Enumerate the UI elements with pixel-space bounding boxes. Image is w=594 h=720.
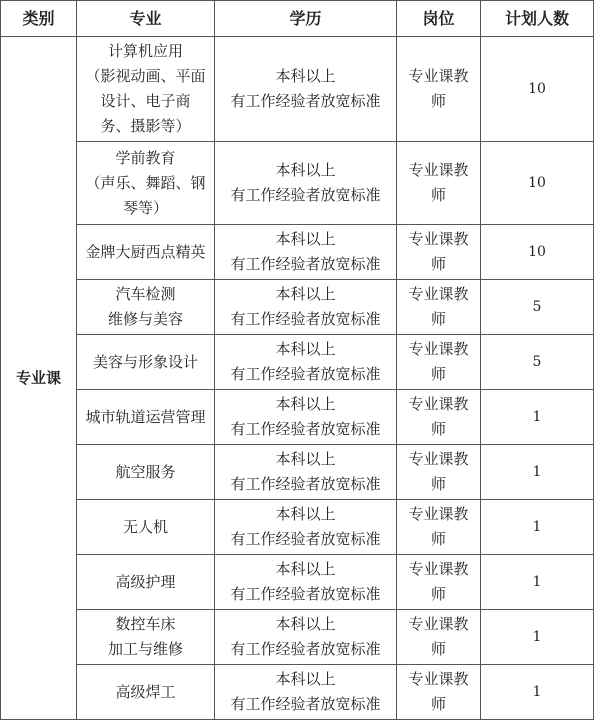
major-cell	[77, 390, 215, 445]
position-cell-line: 专业课教	[408, 285, 469, 303]
major-cell-line: 计算机应用	[107, 42, 183, 60]
plan-count-cell: 1	[481, 665, 594, 720]
education-cell	[215, 142, 397, 225]
education-cell-line: 有工作经验者放宽标准	[230, 365, 381, 383]
major-cell-line: 无人机	[122, 517, 168, 536]
education-cell-line: 本科以上	[275, 67, 336, 85]
header-education: 学历	[215, 1, 397, 37]
position-cell	[397, 335, 481, 390]
table-row	[1, 225, 594, 280]
major-cell	[77, 280, 215, 335]
position-cell-line: 师	[430, 530, 446, 548]
position-cell-line: 师	[430, 585, 446, 603]
position-cell-line: 师	[430, 310, 446, 328]
education-cell	[215, 225, 397, 280]
plan-count-cell: 10	[481, 37, 594, 142]
position-cell-line: 专业课教	[408, 395, 469, 413]
table-row	[1, 500, 594, 555]
category-cell: 专业课	[1, 37, 77, 720]
education-cell	[215, 445, 397, 500]
position-cell-line: 专业课教	[408, 505, 469, 523]
education-cell-line: 有工作经验者放宽标准	[230, 530, 381, 548]
table-row	[1, 37, 594, 142]
plan-count-cell: 10	[481, 142, 594, 225]
position-cell-line: 专业课教	[408, 161, 469, 179]
position-cell	[397, 555, 481, 610]
position-cell-line: 专业课教	[408, 450, 469, 468]
major-cell-line: （影视动画、平面	[85, 67, 206, 85]
major-cell-line: （声乐、舞蹈、钢	[85, 173, 206, 192]
table-row	[1, 555, 594, 610]
position-cell-line: 专业课教	[408, 615, 469, 633]
plan-count-cell: 5	[481, 280, 594, 335]
major-cell-line: 高级焊工	[115, 682, 176, 701]
major-cell	[77, 37, 215, 142]
education-cell-line: 本科以上	[275, 670, 336, 688]
major-cell	[77, 555, 215, 610]
major-cell-line: 维修与美容	[107, 310, 183, 328]
header-row	[1, 1, 594, 37]
plan-count-cell: 1	[481, 390, 594, 445]
education-cell	[215, 335, 397, 390]
education-cell-line: 有工作经验者放宽标准	[230, 420, 381, 438]
position-cell-line: 师	[430, 186, 446, 204]
education-cell-line: 有工作经验者放宽标准	[230, 310, 381, 328]
plan-count-cell: 1	[481, 555, 594, 610]
plan-count-cell: 1	[481, 500, 594, 555]
education-cell-line: 有工作经验者放宽标准	[230, 255, 381, 273]
position-cell-line: 师	[430, 365, 446, 383]
plan-count-cell: 5	[481, 335, 594, 390]
table-row	[1, 665, 594, 720]
position-cell-line: 师	[430, 92, 446, 110]
table-row	[1, 390, 594, 445]
major-cell	[77, 335, 215, 390]
education-cell-line: 本科以上	[275, 395, 336, 413]
major-cell	[77, 445, 215, 500]
table-body	[1, 37, 594, 720]
education-cell-line: 本科以上	[275, 560, 336, 578]
education-cell-line: 本科以上	[275, 505, 336, 523]
major-cell	[77, 500, 215, 555]
major-cell-line: 汽车检测	[115, 285, 176, 303]
education-cell-line: 有工作经验者放宽标准	[230, 695, 381, 713]
plan-count-cell: 1	[481, 610, 594, 665]
education-cell-line: 有工作经验者放宽标准	[230, 92, 381, 110]
position-cell	[397, 225, 481, 280]
position-cell-line: 师	[430, 640, 446, 658]
header-major: 专业	[77, 1, 215, 37]
major-cell-line: 设计、电子商	[100, 92, 191, 110]
major-cell-line: 金牌大厨西点精英	[85, 242, 206, 261]
position-cell-line: 专业课教	[408, 670, 469, 688]
position-cell	[397, 500, 481, 555]
major-cell-line: 城市轨道运营管理	[85, 407, 206, 426]
position-cell	[397, 610, 481, 665]
education-cell-line: 本科以上	[275, 615, 336, 633]
major-cell-line: 航空服务	[115, 462, 176, 481]
position-cell	[397, 390, 481, 445]
education-cell	[215, 665, 397, 720]
position-cell	[397, 37, 481, 142]
table-row	[1, 335, 594, 390]
position-cell-line: 专业课教	[408, 340, 469, 358]
education-cell-line: 本科以上	[275, 285, 336, 303]
major-cell-line: 高级护理	[115, 572, 176, 591]
position-cell-line: 师	[430, 420, 446, 438]
major-cell-line: 务、摄影等）	[100, 117, 191, 135]
position-cell	[397, 280, 481, 335]
education-cell-line: 本科以上	[275, 161, 336, 179]
major-cell	[77, 142, 215, 225]
education-cell-line: 有工作经验者放宽标准	[230, 640, 381, 658]
major-cell	[77, 225, 215, 280]
education-cell-line: 有工作经验者放宽标准	[230, 475, 381, 493]
header-plan-count: 计划人数	[481, 1, 594, 37]
education-cell	[215, 555, 397, 610]
header-category: 类别	[1, 1, 77, 37]
education-cell-line: 本科以上	[275, 340, 336, 358]
major-cell-line: 琴等）	[122, 198, 168, 217]
major-cell-line: 数控车床	[115, 615, 176, 633]
education-cell-line: 本科以上	[275, 230, 336, 248]
plan-count-cell: 10	[481, 225, 594, 280]
plan-count-cell: 1	[481, 445, 594, 500]
position-cell-line: 专业课教	[408, 67, 469, 85]
position-cell-line: 师	[430, 255, 446, 273]
education-cell	[215, 280, 397, 335]
table-row	[1, 445, 594, 500]
position-cell-line: 师	[430, 695, 446, 713]
major-cell	[77, 610, 215, 665]
education-cell-line: 本科以上	[275, 450, 336, 468]
education-cell	[215, 500, 397, 555]
education-cell	[215, 37, 397, 142]
education-cell-line: 有工作经验者放宽标准	[230, 585, 381, 603]
table-row	[1, 280, 594, 335]
education-cell	[215, 610, 397, 665]
position-cell-line: 专业课教	[408, 560, 469, 578]
major-cell-line: 美容与形象设计	[92, 352, 198, 371]
header-position: 岗位	[397, 1, 481, 37]
education-cell	[215, 390, 397, 445]
position-cell	[397, 142, 481, 225]
position-cell	[397, 665, 481, 720]
table-row	[1, 610, 594, 665]
position-cell-line: 专业课教	[408, 230, 469, 248]
major-cell	[77, 665, 215, 720]
major-cell-line: 学前教育	[115, 148, 176, 167]
position-cell	[397, 445, 481, 500]
major-cell-line: 加工与维修	[107, 640, 183, 658]
position-cell-line: 师	[430, 475, 446, 493]
education-cell-line: 有工作经验者放宽标准	[230, 186, 381, 204]
table-row	[1, 142, 594, 225]
